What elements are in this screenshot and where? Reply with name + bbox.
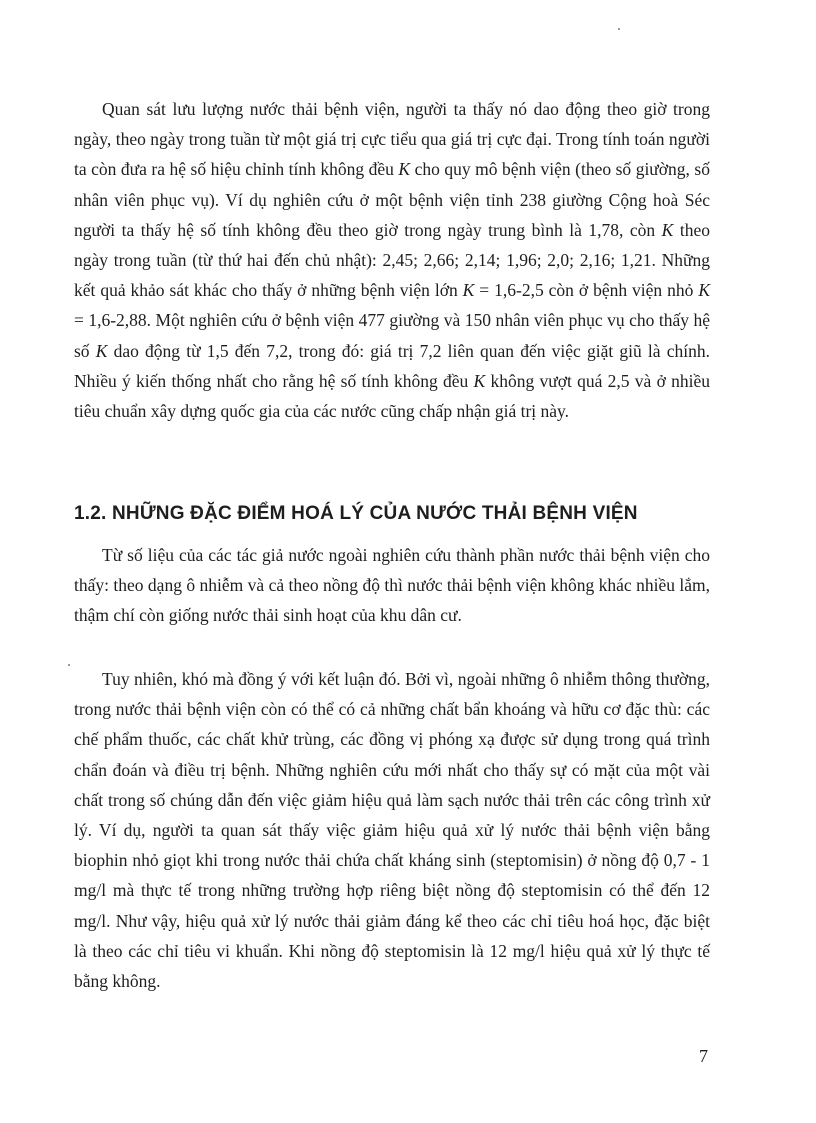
- variable-k: K: [661, 219, 674, 240]
- section-heading: 1.2. NHỮNG ĐẶC ĐIỂM HOÁ LÝ CỦA NƯỚC THẢI BỆNH VIỆN: [74, 503, 638, 524]
- variable-k: K: [462, 280, 475, 301]
- paragraph-composition: Từ số liệu của các tác giả nước ngoài nghiên cứu thành phần nước thải bệnh viện cho thấy: theo dạng ô nhiễm và cả theo nồng độ thì nước thải bệnh viện không khác nhiều lắm, thậm chí còn giống nước thải sinh hoạt của khu dân cư.: [74, 545, 710, 626]
- page-number: 7: [699, 1046, 708, 1066]
- paragraph-flow-variation: Quan sát lưu lượng nước thải bệnh viện, người ta thấy nó dao động theo giờ trong ngày, theo ngày trong tuần từ một giá trị cực tiểu qua giá trị cực đại. Trong tính toán người ta còn đưa ra hệ số hiệu chỉnh tính không đều K cho quy mô bệnh viện (theo số giường, số nhân viên phục vụ). Ví dụ nghiên cứu ở một bệnh viện tỉnh 238 giường Cộng hoà Séc người ta thấy hệ số tính không đều theo giờ trong ngày trung bình là 1,78, còn K theo ngày trong tuần (từ thứ hai đến chủ nhật): 2,45; 2,66; 2,14; 1,96; 2,0; 2,16; 1,21. Những kết quả khảo sát khác cho thấy ở những bệnh viện lớn K = 1,6-2,5 còn ở bệnh viện nhỏ K = 1,6-2,88. Một nghiên cứu ở bệnh viện 477 giường và 150 nhân viên phục vụ cho thấy hệ số K dao động từ 1,5 đến 7,2, trong đó: giá trị 7,2 liên quan đến việc giặt giũ là chính. Nhiều ý kiến thống nhất cho rằng hệ số tính không đều K không vượt quá 2,5 và ở nhiều tiêu chuẩn xây dựng quốc gia của các nước cũng chấp nhận giá trị này.: [74, 99, 710, 422]
- variable-k: K: [95, 340, 108, 361]
- paragraph-special-pollutants: Tuy nhiên, khó mà đồng ý với kết luận đó. Bởi vì, ngoài những ô nhiễm thông thường, trong nước thải bệnh viện còn có thể có cả những chất bẩn khoáng và hữu cơ đặc thù: các chế phẩm thuốc, các chất khử trùng, các đồng vị phóng xạ được sử dụng trong quá trình chẩn đoán và điều trị bệnh. Những nghiên cứu mới nhất cho thấy sự có mặt của một vài chất trong số chúng dẫn đến việc giảm hiệu quả làm sạch nước thải trên các công trình xử lý. Ví dụ, người ta quan sát thấy việc giảm hiệu quả xử lý nước thải bệnh viện bằng biophin nhỏ giọt khi trong nước thải chứa chất kháng sinh (steptomisin) ở nồng độ 0,7 - 1 mg/l mà thực tế trong những trường hợp riêng biệt nồng độ steptomisin có thể đến 12 mg/l. Như vậy, hiệu quả xử lý nước thải giảm đáng kể theo các chỉ tiêu hoá học, đặc biệt là theo các chỉ tiêu vi khuẩn. Khi nồng độ steptomisin là 12 mg/l hiệu quả xử lý thực tế bằng không.: [74, 669, 710, 992]
- scan-speck: [618, 28, 620, 30]
- scan-speck: [68, 664, 70, 666]
- variable-k: K: [698, 280, 710, 301]
- variable-k: K: [473, 370, 486, 391]
- variable-k: K: [398, 159, 411, 180]
